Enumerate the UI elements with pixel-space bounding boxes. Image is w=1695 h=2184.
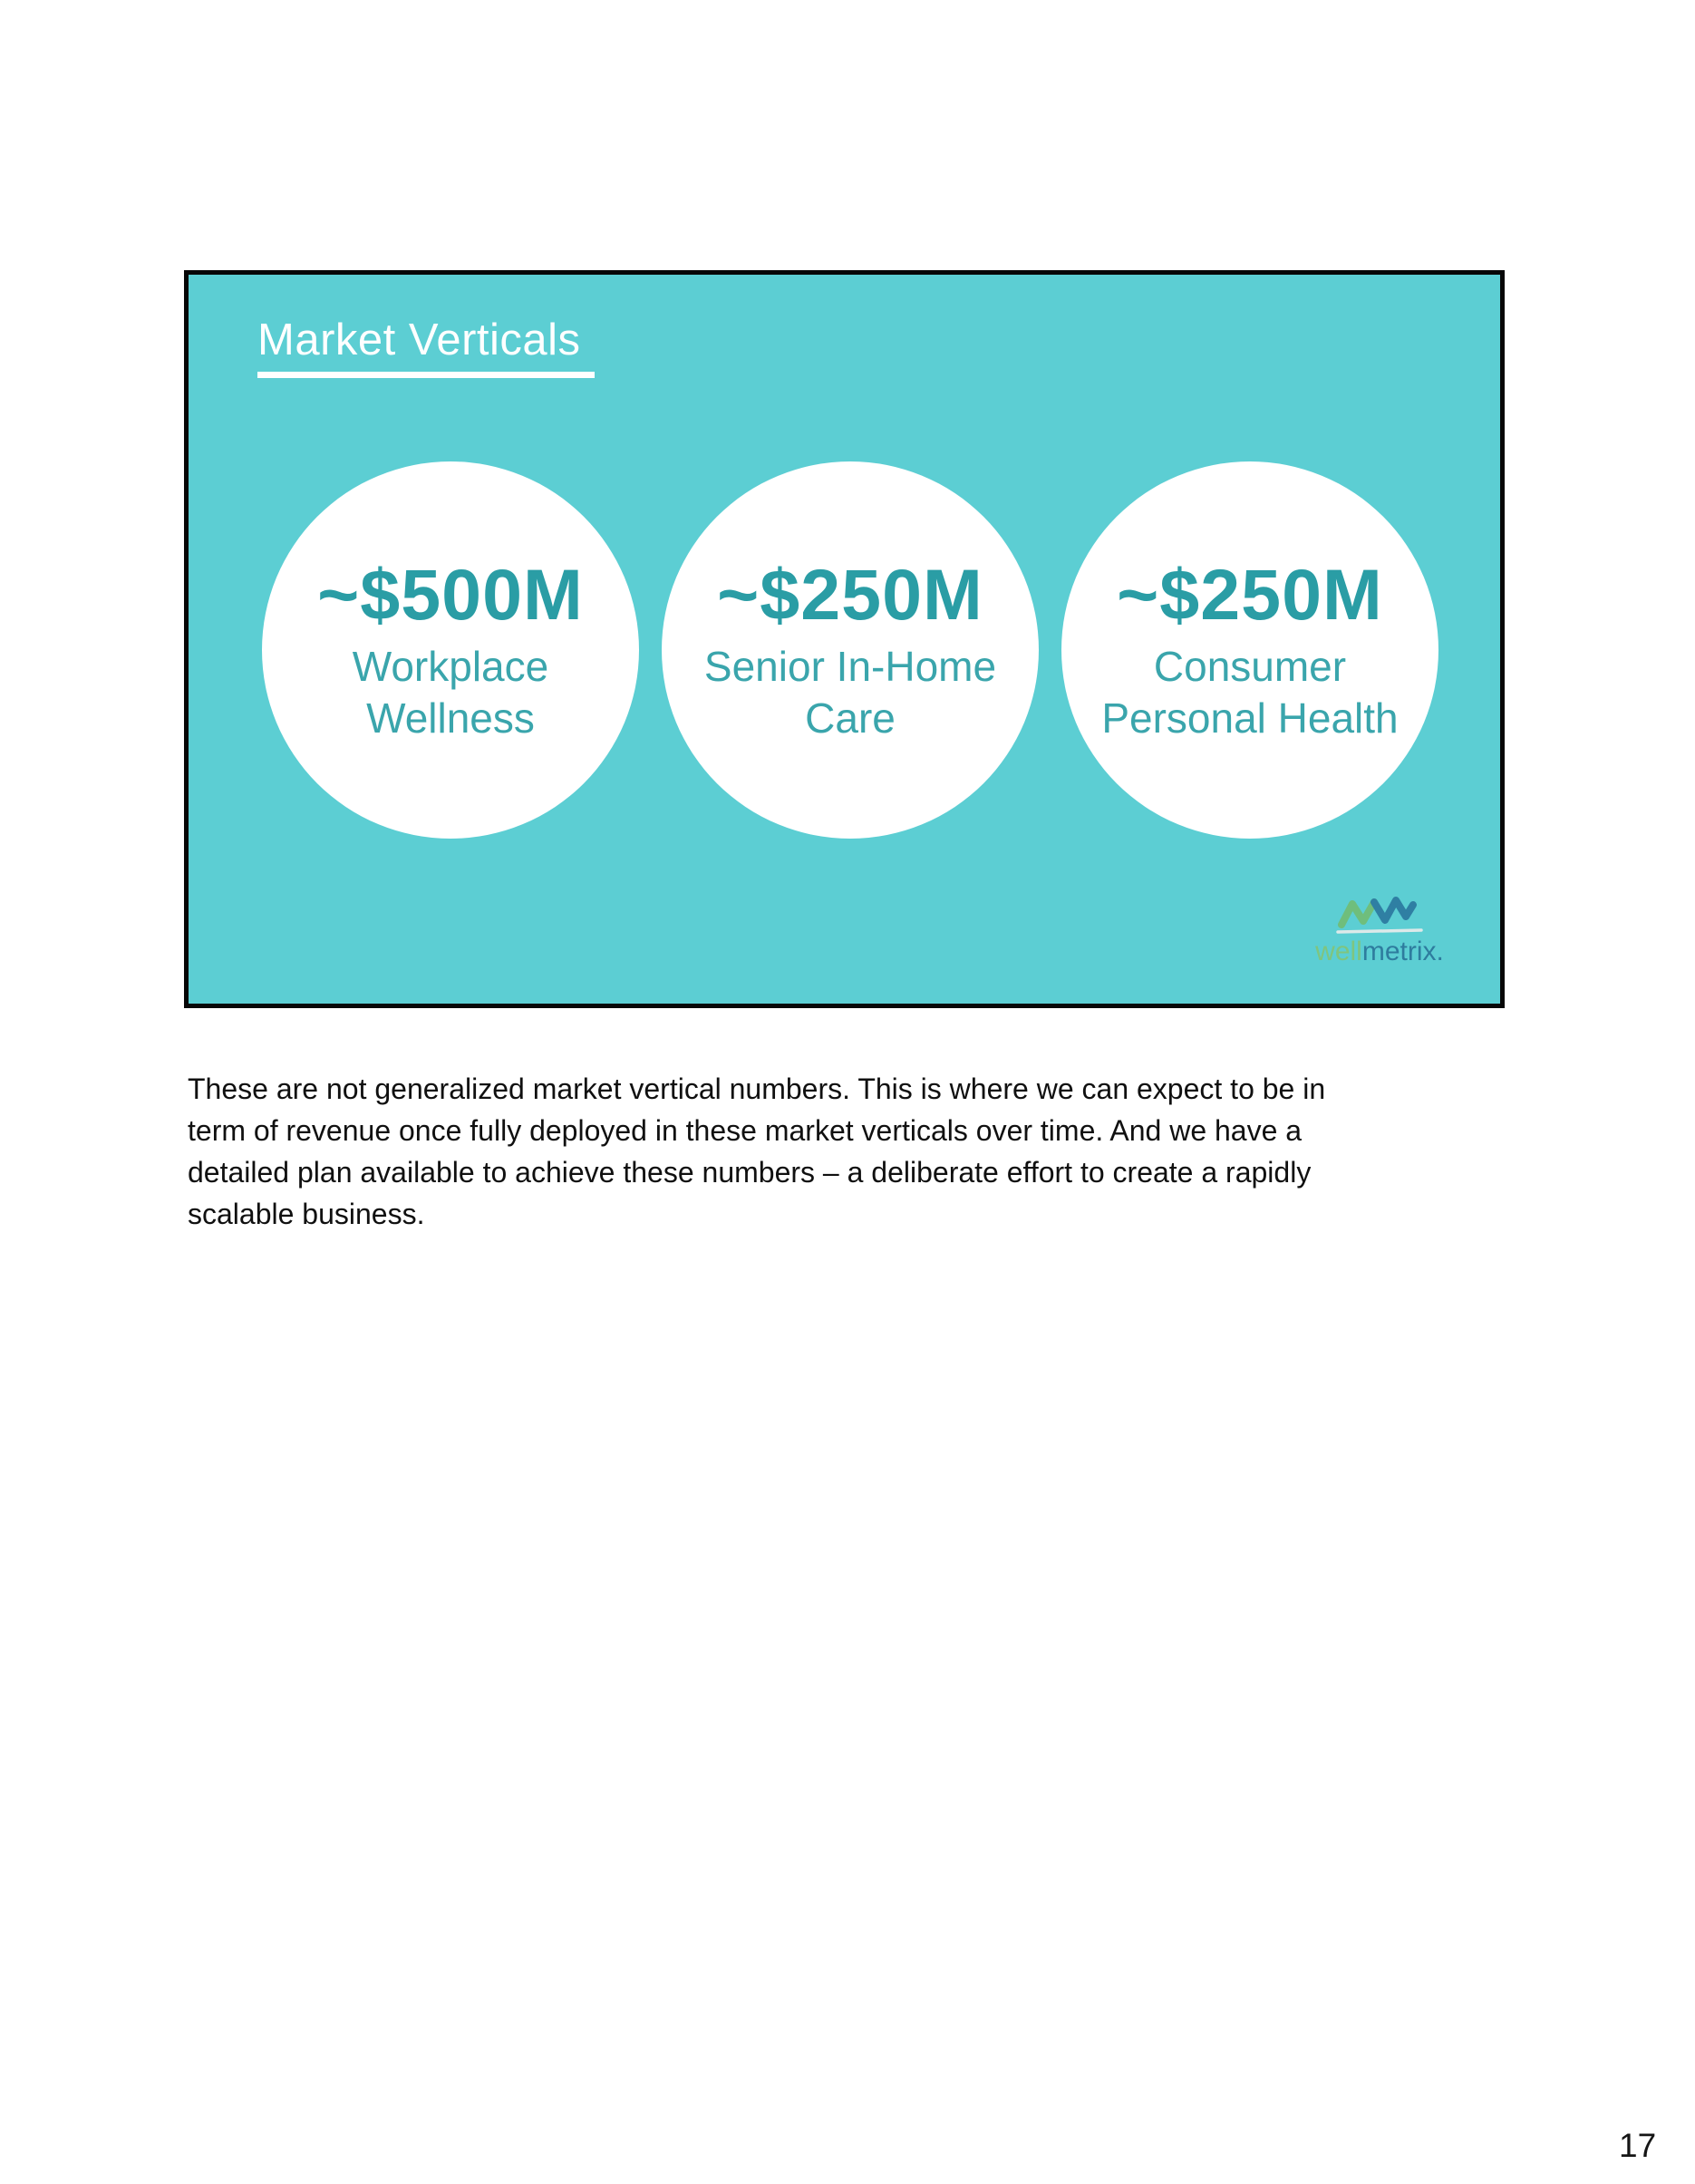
market-value: ~$250M <box>1117 554 1383 635</box>
wellmetrix-logo <box>1303 892 1457 967</box>
market-value: ~$500M <box>317 554 584 635</box>
wellmetrix-wordmark <box>1303 937 1457 967</box>
notes-line: detailed plan available to achieve these numbers – a deliberate effort to create a rapidly <box>188 1156 1312 1189</box>
market-label-line: Care <box>805 694 896 742</box>
title-underline <box>257 372 595 378</box>
notes-line: These are not generalized market vertical numbers. This is where we can expect to be in <box>188 1073 1326 1105</box>
ribbon-wave-icon <box>1303 892 1457 936</box>
market-label-line: Senior In-Home <box>703 643 997 690</box>
market-label-line: Consumer <box>1153 643 1347 690</box>
market-label-line: Personal Health <box>1101 694 1399 742</box>
slide-title: Market Verticals <box>257 315 581 364</box>
market-circle-consumer-personal-health <box>1061 461 1438 839</box>
notes-line: scalable business. <box>188 1198 425 1230</box>
market-label-line: Wellness <box>366 694 535 742</box>
speaker-notes <box>188 1068 1325 1235</box>
market-value: ~$250M <box>717 554 983 635</box>
notes-line: term of revenue once fully deployed in these market verticals over time. And we have a <box>188 1114 1303 1147</box>
logo-word-metrix: metrix. <box>1361 937 1444 966</box>
slide-canvas <box>184 270 1505 1008</box>
market-circle-workplace-wellness <box>262 461 639 839</box>
market-circle-senior-in-home-care <box>662 461 1039 839</box>
page-number: 17 <box>1619 2127 1657 2164</box>
market-label-line: Workplace <box>352 643 549 690</box>
logo-word-well: well <box>1315 937 1362 966</box>
